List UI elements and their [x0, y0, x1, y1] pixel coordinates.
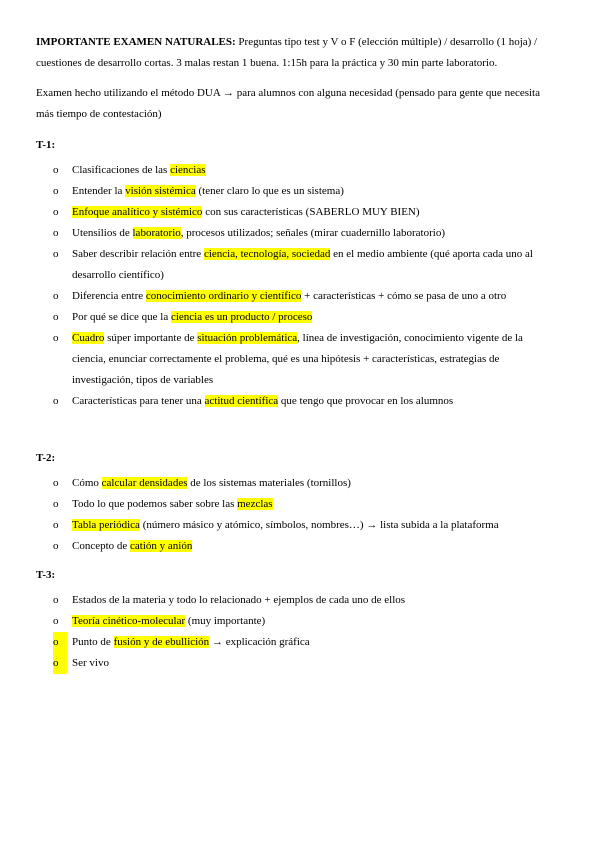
item-text: de los sistemas materiales (tornillos): [187, 477, 351, 489]
list-item: [36, 286, 556, 307]
bullet-icon: o: [53, 311, 59, 323]
list-item: [36, 160, 556, 181]
item-text: que tengo que provocar en los alumnos: [278, 395, 454, 407]
bullet-icon: o: [53, 332, 59, 344]
item-text: Utensilios de: [72, 227, 133, 239]
document-page: [36, 32, 556, 682]
highlighted-text: calcular densidades: [101, 477, 188, 489]
item-text: Entender la: [72, 185, 126, 197]
bullet-icon: o: [53, 206, 59, 218]
bullet-icon: o: [53, 594, 59, 606]
bullet-icon: o: [53, 540, 59, 552]
bullet-icon: o: [53, 227, 59, 239]
list-item: [36, 307, 556, 328]
item-text: , línea de investigación, conocimiento vigente de la ciencia, enunciar correctamente el problema, qué es una hipótesis + características, estrategias de investigación, tipos de variables: [72, 332, 523, 386]
bullet-icon: o: [53, 477, 59, 489]
item-text: + características + cómo se pasa de uno a otro: [301, 290, 507, 302]
item-text: , procesos utilizados; señales (mirar cuadernillo laboratorio): [180, 227, 445, 239]
bullet-icon: o: [53, 290, 59, 302]
item-text: → explicación gráfica: [209, 636, 310, 648]
list-item: [36, 515, 556, 536]
dua-paragraph: Examen hecho utilizando el método DUA → para alumnos con alguna necesidad (pensado para gente que necesita más tiempo de contestación): [36, 87, 540, 120]
bullet-icon: o: [53, 185, 59, 197]
section-heading-t1: T-1:: [36, 139, 56, 151]
bullet-icon: o: [53, 395, 59, 407]
item-text: Punto de: [72, 636, 114, 648]
highlighted-text: conocimiento ordinario y científico: [145, 290, 302, 302]
section-list-t3: [36, 590, 556, 674]
list-item: [36, 473, 556, 494]
highlighted-text: actitud científica: [204, 395, 279, 407]
list-item: [36, 653, 556, 674]
highlighted-text: Enfoque analítico y sistémico: [72, 206, 203, 218]
bullet-icon: o: [53, 248, 59, 260]
highlighted-text: laboratorio: [132, 227, 181, 239]
section-heading-t3: T-3:: [36, 569, 56, 581]
bullet-icon: o: [53, 519, 59, 531]
list-item: [36, 244, 556, 286]
item-text: Diferencia entre: [72, 290, 146, 302]
list-item: [36, 328, 556, 391]
list-item: [36, 632, 556, 653]
item-text: Todo lo que podemos saber sobre las: [72, 498, 238, 510]
highlighted-text: visión sistémica: [125, 185, 196, 197]
list-item: [36, 391, 556, 412]
section-heading-t2: T-2:: [36, 452, 56, 464]
section-list-t2: [36, 473, 556, 557]
intro-bold: IMPORTANTE EXAMEN NATURALES:: [36, 36, 236, 48]
highlighted-text: mezclas: [237, 498, 273, 510]
highlighted-text: Cuadro: [72, 332, 105, 344]
item-text: Clasificaciones de las: [72, 164, 171, 176]
item-text: (muy importante): [185, 615, 266, 627]
highlighted-text: ciencia, tecnología, sociedad: [203, 248, 331, 260]
item-text: súper importante de: [104, 332, 198, 344]
item-text: en el medio ambiente (qué aporta cada uno al desarrollo científico): [72, 248, 533, 281]
list-item: [36, 181, 556, 202]
item-text: con sus características (SABERLO MUY BIEN): [202, 206, 420, 218]
item-text: Por qué se dice que la: [72, 311, 171, 323]
highlighted-text: Teoría cinético-molecular: [72, 615, 186, 627]
item-text: Concepto de: [72, 540, 131, 552]
list-item: [36, 611, 556, 632]
item-text: Características para tener una: [72, 395, 205, 407]
highlighted-text: Tabla periódica: [72, 519, 140, 531]
highlighted-text: catión y anión: [130, 540, 193, 552]
list-item: [36, 494, 556, 515]
list-item: [36, 202, 556, 223]
item-text: Saber describir relación entre: [72, 248, 204, 260]
item-text: Cómo: [72, 477, 102, 489]
highlighted-text: ciencia es un producto / proceso: [170, 311, 313, 323]
bullet-icon: o: [53, 164, 59, 176]
section-list-t1: [36, 160, 556, 412]
bullet-icon: o: [53, 653, 67, 674]
list-item: [36, 536, 556, 557]
highlighted-text: ciencias: [170, 164, 206, 176]
highlighted-text: situación problemática: [197, 332, 298, 344]
intro-paragraph: [36, 32, 556, 74]
highlighted-text: fusión y de ebullición: [113, 636, 210, 648]
list-item: [36, 590, 556, 611]
item-text: (número másico y atómico, símbolos, nombres…) → lista subida a la plataforma: [139, 519, 499, 531]
item-text: (tener claro lo que es un sistema): [195, 185, 344, 197]
bullet-icon: o: [53, 632, 67, 653]
list-item: [36, 223, 556, 244]
intro-text: Preguntas tipo test y V o F (elección múltiple) / desarrollo (1 hoja) / cuestiones de desarrollo cortas. 3 malas restan 1 buena. 1:15h para la práctica y 30 min parte laboratorio.: [36, 36, 538, 69]
bullet-icon: o: [53, 615, 59, 627]
item-text: Ser vivo: [72, 657, 109, 669]
item-text: Estados de la materia y todo lo relacionado + ejemplos de cada uno de ellos: [72, 594, 406, 606]
bullet-icon: o: [53, 498, 59, 510]
